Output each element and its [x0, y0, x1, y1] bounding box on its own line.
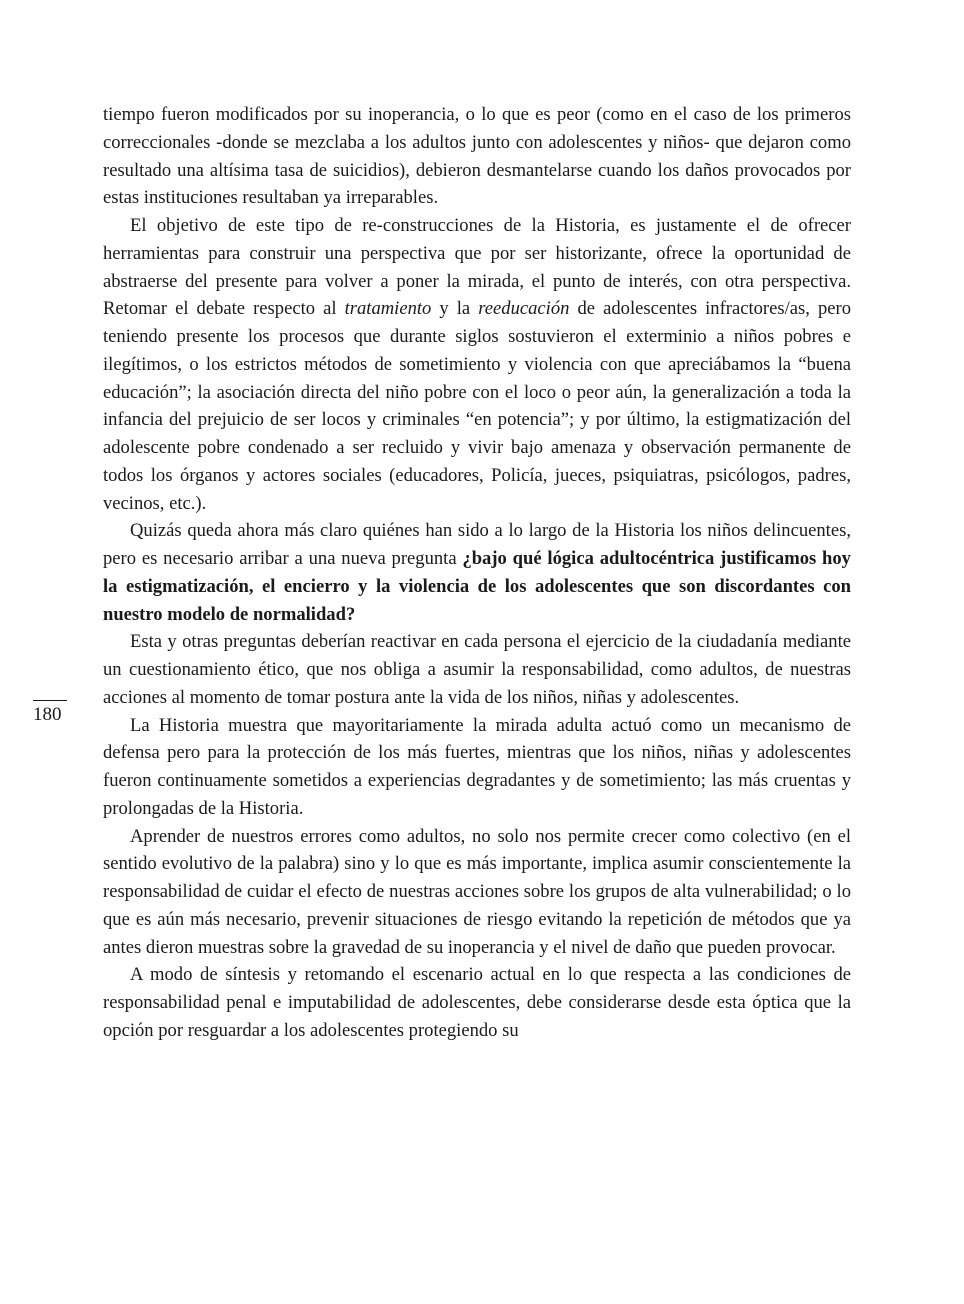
text-segment: y la	[431, 298, 479, 320]
bold-question: ¿bajo qué lógica adultocéntrica justificamos hoy la estigmatización, el encierro y la violencia de los adolescentes que son discordantes con nuestro modelo de normalidad?	[103, 548, 851, 625]
text-segment: Quizás queda ahora más claro quiénes han sido a lo largo de la Historia los niños delincuentes, pero es necesario arribar a una nueva pregunta	[103, 520, 851, 569]
text-segment: El objetivo de este tipo de re-construcciones de la Historia, es justamente el de ofrecer herramientas para construir una perspectiva que por ser historizante, ofrece la oportunidad de abstraerse del presente para volver a poner la mirada, el punto de interés, con otra perspectiva. Retomar el debate respecto al	[103, 215, 851, 320]
italic-term: reeducación	[478, 298, 570, 320]
paragraph	[103, 961, 851, 1044]
page-number: 180	[33, 704, 62, 725]
text-segment: La Historia muestra que mayoritariamente la mirada adulta actuó como un mecanismo de defensa pero para la protección de los más fuertes, mientras que los niños, niñas y adolescentes fueron continuamente sometidos a experiencias degradantes y de sometimiento; las más cruentas y prolongadas de la Historia.	[103, 714, 851, 819]
text-segment: tiempo fueron modificados por su inoperancia, o lo que es peor (como en el caso de los primeros correccionales -donde se mezclaba a los adultos junto con adolescentes y niños- que dejaron como resultado una altísima tasa de suicidios), debieron desmantelarse cuando los daños provocados por estas instituciones resultaban ya irreparables.	[103, 104, 851, 209]
page-number-rule	[33, 700, 67, 701]
paragraph	[103, 517, 851, 628]
italic-term: tratamiento	[344, 298, 432, 320]
paragraph	[103, 101, 851, 212]
paragraph	[103, 212, 851, 517]
paragraph	[103, 823, 851, 962]
text-segment: A modo de síntesis y retomando el escenario actual en lo que respecta a las condiciones de responsabilidad penal e imputabilidad de adolescentes, debe considerarse desde esta óptica que la opción por resguardar a los adolescentes protegiendo su	[103, 964, 851, 1041]
paragraph	[103, 628, 851, 711]
text-segment: Esta y otras preguntas deberían reactivar en cada persona el ejercicio de la ciudadanía mediante un cuestionamiento ético, que nos obliga a asumir la responsabilidad, como adultos, de nuestras acciones al momento de tomar postura ante la vida de los niños, niñas y adolescentes.	[103, 631, 851, 708]
body-text	[103, 101, 851, 1045]
text-segment: Aprender de nuestros errores como adultos, no solo nos permite crecer como colectivo (en el sentido evolutivo de la palabra) sino y lo que es más importante, implica asumir conscientemente la responsabilidad de cuidar el efecto de nuestras acciones sobre los grupos de alta vulnerabilidad; o lo que es aún más necesario, prevenir situaciones de riesgo evitando la repetición de métodos que ya antes dieron muestras sobre la gravedad de su inoperancia y el nivel de daño que pueden provocar.	[103, 825, 851, 958]
text-segment: de adolescentes infractores/as, pero teniendo presente los procesos que durante siglos sostuvieron el exterminio a niños pobres e ilegítimos, o los estrictos métodos de sometimiento y violencia con que apreciábamos la “buena educación”; la asociación directa del niño pobre con el loco o peor aún, la generalización a toda la infancia del prejuicio de ser locos y criminales “en potencia”; y por último, la estigmatización del adolescente pobre condenado a ser recluido y vivir bajo amenaza y observación permanente de todos los órganos y actores sociales (educadores, Policía, jueces, psiquiatras, psicólogos, padres, vecinos, etc.).	[103, 298, 851, 514]
paragraph	[103, 712, 851, 823]
